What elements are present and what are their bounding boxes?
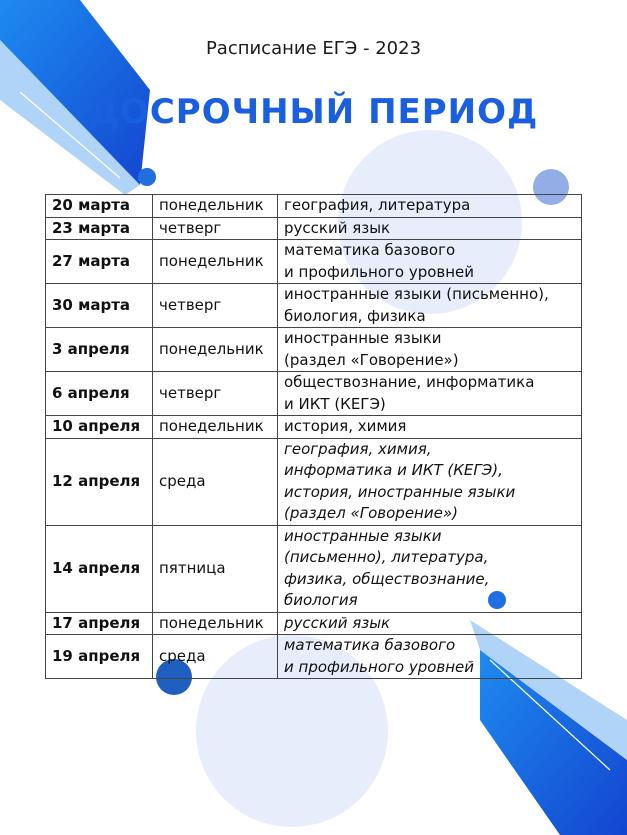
subject-line: география, химия,	[284, 439, 432, 458]
table-row	[46, 635, 582, 679]
subject-line: информатика и ИКТ (КЕГЭ),	[284, 461, 503, 479]
exam-date: 3 апреля	[46, 328, 153, 372]
subject-line: история, химия	[284, 417, 407, 435]
subject-line: и профильного уровней	[284, 262, 475, 281]
period-title: ДОСРОЧНЫЙ ПЕРИОД	[88, 92, 539, 132]
subject-line: математика базового	[284, 241, 456, 259]
exam-date: 6 апреля	[46, 372, 153, 416]
exam-date: 20 марта	[46, 195, 153, 218]
table-row	[46, 416, 582, 439]
exam-weekday: четверг	[153, 372, 278, 416]
exam-weekday: среда	[153, 438, 278, 525]
exam-weekday: четверг	[153, 284, 278, 328]
exam-weekday: пятница	[153, 525, 278, 612]
exam-date: 30 марта	[46, 284, 153, 328]
exam-date: 27 марта	[46, 240, 153, 284]
subject-line: физика, обществознание,	[284, 569, 490, 588]
exam-weekday: четверг	[153, 217, 278, 240]
subject-line: биология	[284, 591, 358, 609]
table-row	[46, 195, 582, 218]
subject-line: русский язык	[284, 218, 391, 237]
table-row	[46, 284, 582, 328]
exam-weekday: понедельник	[153, 195, 278, 218]
table-row	[46, 240, 582, 284]
exam-subjects	[278, 612, 582, 635]
table-row	[46, 438, 582, 525]
table-row	[46, 328, 582, 372]
table-row	[46, 612, 582, 635]
subject-line: (раздел «Говорение»)	[284, 350, 459, 369]
subject-line: и ИКТ (КЕГЭ)	[284, 394, 386, 413]
dot-top-left	[138, 168, 156, 186]
exam-date: 12 апреля	[46, 438, 153, 525]
exam-weekday: понедельник	[153, 240, 278, 284]
exam-subjects	[278, 525, 582, 612]
subject-line: (раздел «Говорение»)	[284, 504, 458, 522]
subject-line: история, иностранные языки	[284, 482, 516, 501]
exam-subjects	[278, 438, 582, 525]
exam-date: 19 апреля	[46, 635, 153, 679]
exam-subjects	[278, 328, 582, 372]
exam-subjects	[278, 217, 582, 240]
subject-line: русский язык	[284, 613, 391, 632]
table-row	[46, 217, 582, 240]
subject-line: биология, физика	[284, 306, 426, 325]
subject-line: математика базового	[284, 636, 456, 654]
exam-subjects	[278, 240, 582, 284]
table-row	[46, 372, 582, 416]
subject-line: обществознание, информатика	[284, 373, 535, 391]
exam-subjects	[278, 635, 582, 679]
exam-schedule-table	[45, 194, 582, 679]
exam-weekday: понедельник	[153, 416, 278, 439]
exam-weekday: среда	[153, 635, 278, 679]
exam-date: 23 марта	[46, 217, 153, 240]
exam-date: 10 апреля	[46, 416, 153, 439]
subject-line: иностранные языки	[284, 526, 442, 545]
exam-subjects	[278, 195, 582, 218]
exam-subjects	[278, 416, 582, 439]
exam-subjects	[278, 284, 582, 328]
subject-line: география, литература	[284, 196, 471, 214]
subject-line: иностранные языки	[284, 329, 442, 347]
table-row	[46, 525, 582, 612]
subject-line: (письменно), литература,	[284, 548, 489, 566]
exam-weekday: понедельник	[153, 328, 278, 372]
schedule-header: Расписание ЕГЭ - 2023	[205, 38, 422, 59]
exam-subjects	[278, 372, 582, 416]
exam-date: 17 апреля	[46, 612, 153, 635]
subject-line: иностранные языки (письменно),	[284, 285, 549, 303]
exam-date: 14 апреля	[46, 525, 153, 612]
subject-line: и профильного уровней	[284, 657, 475, 676]
exam-weekday: понедельник	[153, 612, 278, 635]
